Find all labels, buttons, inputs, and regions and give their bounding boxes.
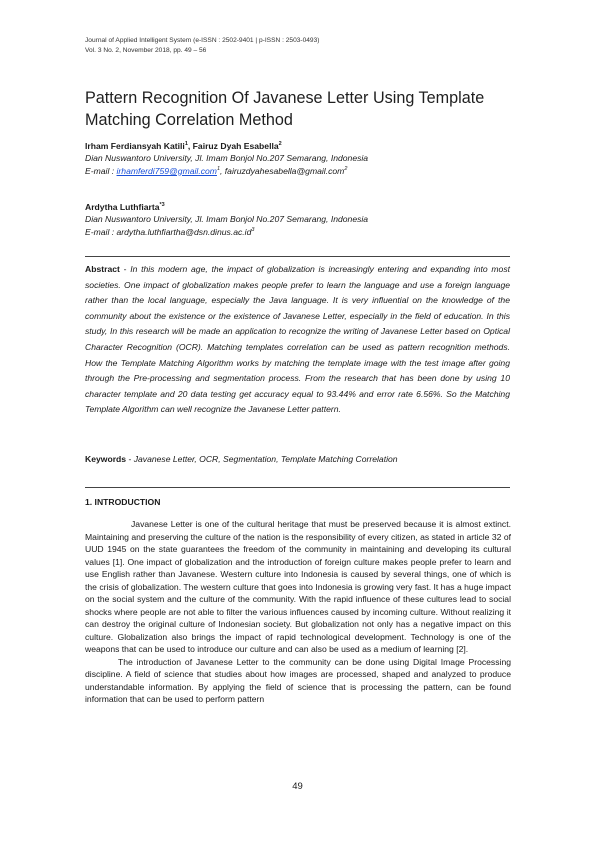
journal-line: Journal of Applied Intelligent System (e-ISSN : 2502-9401 | p-ISSN : 2503-0493): [85, 37, 320, 44]
author-email: E-mail : $ardytha.luthfiartha@dsn.dinus.ac.id^3$: [85, 226, 255, 237]
keywords: Keywords - Javanese Letter, OCR, Segmentation, Template Matching Correlation: [85, 454, 398, 464]
journal-header: [85, 36, 319, 55]
author-affiliation: Dian Nuswantoro University, Jl. Imam Bonjol No.207 Semarang, Indonesia: [85, 153, 369, 164]
paragraph: The introduction of Javanese Letter to the community can be done using Digital Image Processing discipline. A field of science that studies about how images are processed, shaped and analyzed to produce understandable information. By applying the field of science that is processing the pattern, can be found information that can be used to perform pattern: [85, 656, 511, 704]
keywords-label: Keywords: [85, 454, 127, 464]
author-names: Irham Ferdiansyah Katili$^1$, Fairuz Dyah Esabella$^2$: [85, 141, 282, 151]
author-block-1: [85, 140, 515, 177]
author-block-2: [85, 201, 515, 238]
paper-title: Pattern Recognition Of Javanese Letter Using Template Matching Correlation Method: [85, 89, 485, 129]
divider-bottom: [85, 487, 510, 488]
paragraph: Javanese Letter is one of the cultural heritage that must be preserved because it is almost extinct. Maintaining and preserving the culture of the nation is the responsibility of every citizen, as stated in article 32 of UUD 1945 on the state guarantees the freedom of the community in maintaining and developing its cultural values [1]. One impact of globalization and the introduction of foreign culture makes people prefer to learn and use English rather than Javanese. Western culture into Indonesia is caused by several things, one of which is the crisis of globalization. The western culture that goes into Indonesia is growing very fast. It has a huge impact on the social system and the culture of the community. With the rapid influence of these cultures lead to social shocks where people are not able to filter the various influences caused by incoming culture. Without realizing it can destroy the original culture of Indonesian society. But globalization not only has a negative impact on this culture. Globalization also brings the impact of rapid technological development. Technology is one of the weapons that can be used to introduce our culture and can also be used as a medium of learning [2].: [85, 519, 511, 654]
section-body: [85, 518, 511, 706]
keywords-text: Javanese Letter, OCR, Segmentation, Template Matching Correlation: [133, 454, 398, 464]
author-affiliation: Dian Nuswantoro University, Jl. Imam Bonjol No.207 Semarang, Indonesia: [85, 214, 369, 225]
page-number: 49: [292, 781, 303, 792]
abstract-label: Abstract: [85, 264, 120, 274]
author-names: Ardytha Luthfiarta$^{*3}$: [85, 202, 165, 212]
abstract: Abstract - In this modern age, the impact of globalization is increasingly entering and expanding into most societies. One impact of globalization makes people prefer to learn the language and use a foreign language rather than the local language, especially the Java language. It is very influential on the knowledge of the community about the existence or the existence of Javanese Letter, especially in the field of education. In this study, In this research will be made an application to recognize the writing of Javanese Letter based on Optical Character Recognition (OCR). Matching templates correlation can be used as pattern recognition methods. How the Template Matching Algorithm works by matching the template image with the test image after going through the Pre-processing and segmentation process. From the research that has been done by using 10 character template and 20 data testing get accuracy equal to 93.44% and error rate 6.56%. So the Matching Template Algorithm can well recognize the Javanese Letter pattern.: [85, 264, 511, 415]
email-link[interactable]: irhamferdi759@gmail.com: [116, 165, 217, 176]
author-email: E-mail : irhamferdi759@gmail.com$^1$, fairuzdyahesabella@gmail.com$^2$: [85, 165, 348, 176]
abstract-text: In this modern age, the impact of globalization is increasingly entering and expanding into most societies. One impact of globalization makes people prefer to learn the language and use a foreign language rather than the local language, especially the Java language. It is very influential on the knowledge of the community about the existence or the existence of Javanese Letter, especially in the field of education. In this study, In this research will be made an application to recognize the writing of Javanese Letter based on Optical Character Recognition (OCR). Matching templates correlation can be used as pattern recognition methods. How the Template Matching Algorithm works by matching the template image with the test image after going through the Pre-processing and segmentation process. From the research that has been done by using 10 character template and 20 data testing get accuracy equal to 93.44% and error rate 6.56%. So the Matching Template Algorithm can well recognize the Javanese Letter pattern.: [85, 264, 511, 415]
section-heading: 1. INTRODUCTION: [85, 497, 161, 507]
divider-top: [85, 256, 510, 257]
volume-line: Vol. 3 No. 2, November 2018, pp. 49 – 56: [85, 46, 207, 54]
